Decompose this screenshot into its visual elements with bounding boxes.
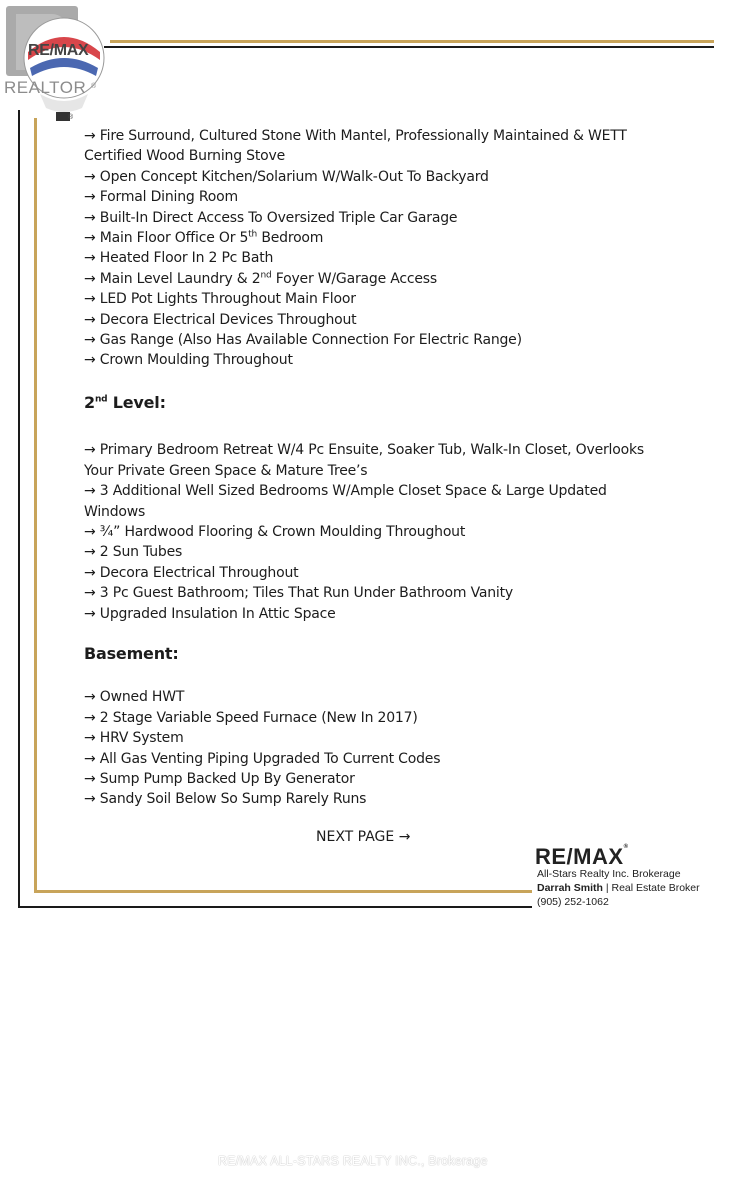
list-item [84, 187, 644, 207]
badge-remax-text: RE/MAX [28, 42, 89, 59]
item-text: 3 Pc Guest Bathroom; Tiles That Run Under Bathroom Vanity [99, 585, 513, 602]
agent-phone: (905) 252-1062 [537, 896, 609, 908]
agent-separator: | [602, 882, 612, 894]
arrow-icon: → [84, 168, 96, 185]
item-text: Formal Dining Room [99, 189, 238, 206]
item-text-suffix: Foyer W/Garage Access [271, 270, 437, 287]
list-item [84, 769, 644, 789]
list-item [84, 310, 644, 330]
superscript: nd [260, 270, 272, 281]
superscript: th [248, 229, 258, 240]
item-text: 2 Stage Variable Speed Furnace (New In 2017) [99, 709, 418, 726]
item-text-suffix: Bedroom [257, 230, 324, 247]
list-item [84, 330, 644, 350]
item-text: Crown Moulding Throughout [99, 352, 293, 369]
list-item [84, 481, 644, 522]
item-text: ¾” Hardwood Flooring & Crown Moulding Throughout [99, 523, 466, 540]
arrow-icon: → [84, 709, 96, 726]
arrow-icon: → [84, 442, 96, 459]
heading-text: 2 [84, 392, 95, 412]
list-item [84, 350, 644, 370]
item-text: Main Level Laundry & 2 [99, 270, 261, 287]
heading-text-suffix: Level: [107, 392, 166, 412]
item-text: Sandy Soil Below So Sump Rarely Runs [99, 791, 367, 808]
feature-list [84, 126, 644, 810]
arrow-icon: → [84, 250, 96, 267]
item-text: Gas Range (Also Has Available Connection For Electric Range) [99, 332, 522, 349]
badge-small-reg-mark: ® [68, 114, 74, 121]
agent-logo-text: RE/MAX [535, 844, 624, 869]
section-heading-basement: Basement: [84, 643, 179, 663]
list-item [84, 749, 644, 769]
arrow-icon: → [84, 770, 96, 787]
arrow-icon: → [84, 730, 96, 747]
frame-top-gold-line [110, 40, 714, 43]
arrow-icon: → [84, 291, 96, 308]
agent-name: Darrah Smith [537, 882, 603, 894]
item-text: Open Concept Kitchen/Solarium W/Walk-Out To Backyard [99, 168, 489, 185]
arrow-icon: → [84, 605, 96, 622]
frame-bottom-gold-line [34, 890, 532, 893]
list-item [84, 728, 644, 748]
item-text: Heated Floor In 2 Pc Bath [99, 250, 274, 267]
badge-realtor-text: REALTOR [4, 78, 87, 97]
list-item [84, 248, 644, 268]
item-text: Decora Electrical Throughout [99, 564, 299, 581]
item-text: Owned HWT [99, 689, 185, 706]
frame-left-black-line [18, 110, 20, 908]
agent-title: Real Estate Broker [611, 882, 700, 894]
arrow-icon: → [84, 270, 96, 287]
item-text: Upgraded Insulation In Attic Space [99, 605, 336, 622]
list-item [84, 269, 644, 289]
item-text: Sump Pump Backed Up By Generator [99, 770, 355, 787]
arrow-icon: → [84, 523, 96, 540]
agent-remax-logo [535, 844, 628, 870]
realtor-remax-badge [0, 0, 110, 124]
item-text: 2 Sun Tubes [99, 544, 183, 561]
list-item [84, 208, 644, 228]
frame-top-black-line [104, 46, 714, 48]
realtor-logo-icon [0, 0, 110, 124]
list-item [84, 604, 644, 624]
item-text: Decora Electrical Devices Throughout [99, 311, 357, 328]
arrow-icon: → [84, 189, 96, 206]
list-item [84, 789, 644, 809]
arrow-icon: → [84, 544, 96, 561]
list-item [84, 126, 644, 167]
frame-bottom-black-line [18, 906, 532, 908]
superscript: nd [94, 394, 108, 405]
arrow-icon: → [84, 791, 96, 808]
item-text: Fire Surround, Cultured Stone With Mantel, Professionally Maintained & WETT Certified Wood Burning Stove [84, 128, 627, 165]
list-item [84, 563, 644, 583]
list-item [84, 542, 644, 562]
list-item [84, 440, 644, 481]
list-item [84, 687, 644, 707]
item-text: Main Floor Office Or 5 [99, 230, 249, 247]
item-text: All Gas Venting Piping Upgraded To Current Codes [99, 750, 441, 767]
agent-logo-tm: ® [623, 844, 629, 850]
agent-brokerage: All-Stars Realty Inc. Brokerage [537, 868, 681, 880]
arrow-icon: → [84, 585, 96, 602]
list-item [84, 167, 644, 187]
list-item [84, 228, 644, 248]
item-text: LED Pot Lights Throughout Main Floor [99, 291, 356, 308]
badge-reg-mark: ® [91, 83, 97, 90]
arrow-icon: → [84, 483, 96, 500]
list-item [84, 522, 644, 542]
arrow-icon: → [84, 564, 96, 581]
frame-left-gold-line [34, 118, 37, 893]
agent-name-title [537, 882, 700, 894]
arrow-icon: → [84, 332, 96, 349]
item-text: Primary Bedroom Retreat W/4 Pc Ensuite, Soaker Tub, Walk-In Closet, Overlooks Your Private Green Space & Mature Tree’s [84, 442, 644, 479]
arrow-icon: → [84, 209, 96, 226]
next-page-label: NEXT PAGE → [316, 829, 411, 845]
item-text: HRV System [99, 730, 184, 747]
brokerage-watermark: RE/MAX ALL-STARS REALTY INC., Brokerage [218, 1154, 488, 1168]
arrow-icon: → [84, 689, 96, 706]
arrow-icon: → [84, 128, 96, 144]
arrow-icon: → [84, 352, 96, 369]
list-item [84, 708, 644, 728]
section-heading-second-level [84, 393, 644, 413]
list-item [84, 289, 644, 309]
arrow-icon: → [84, 750, 96, 767]
list-item [84, 583, 644, 603]
arrow-icon: → [84, 311, 96, 328]
item-text: 3 Additional Well Sized Bedrooms W/Ample Closet Space & Large Updated Windows [84, 483, 607, 520]
arrow-icon: → [84, 230, 96, 247]
item-text: Built-In Direct Access To Oversized Triple Car Garage [99, 209, 458, 226]
